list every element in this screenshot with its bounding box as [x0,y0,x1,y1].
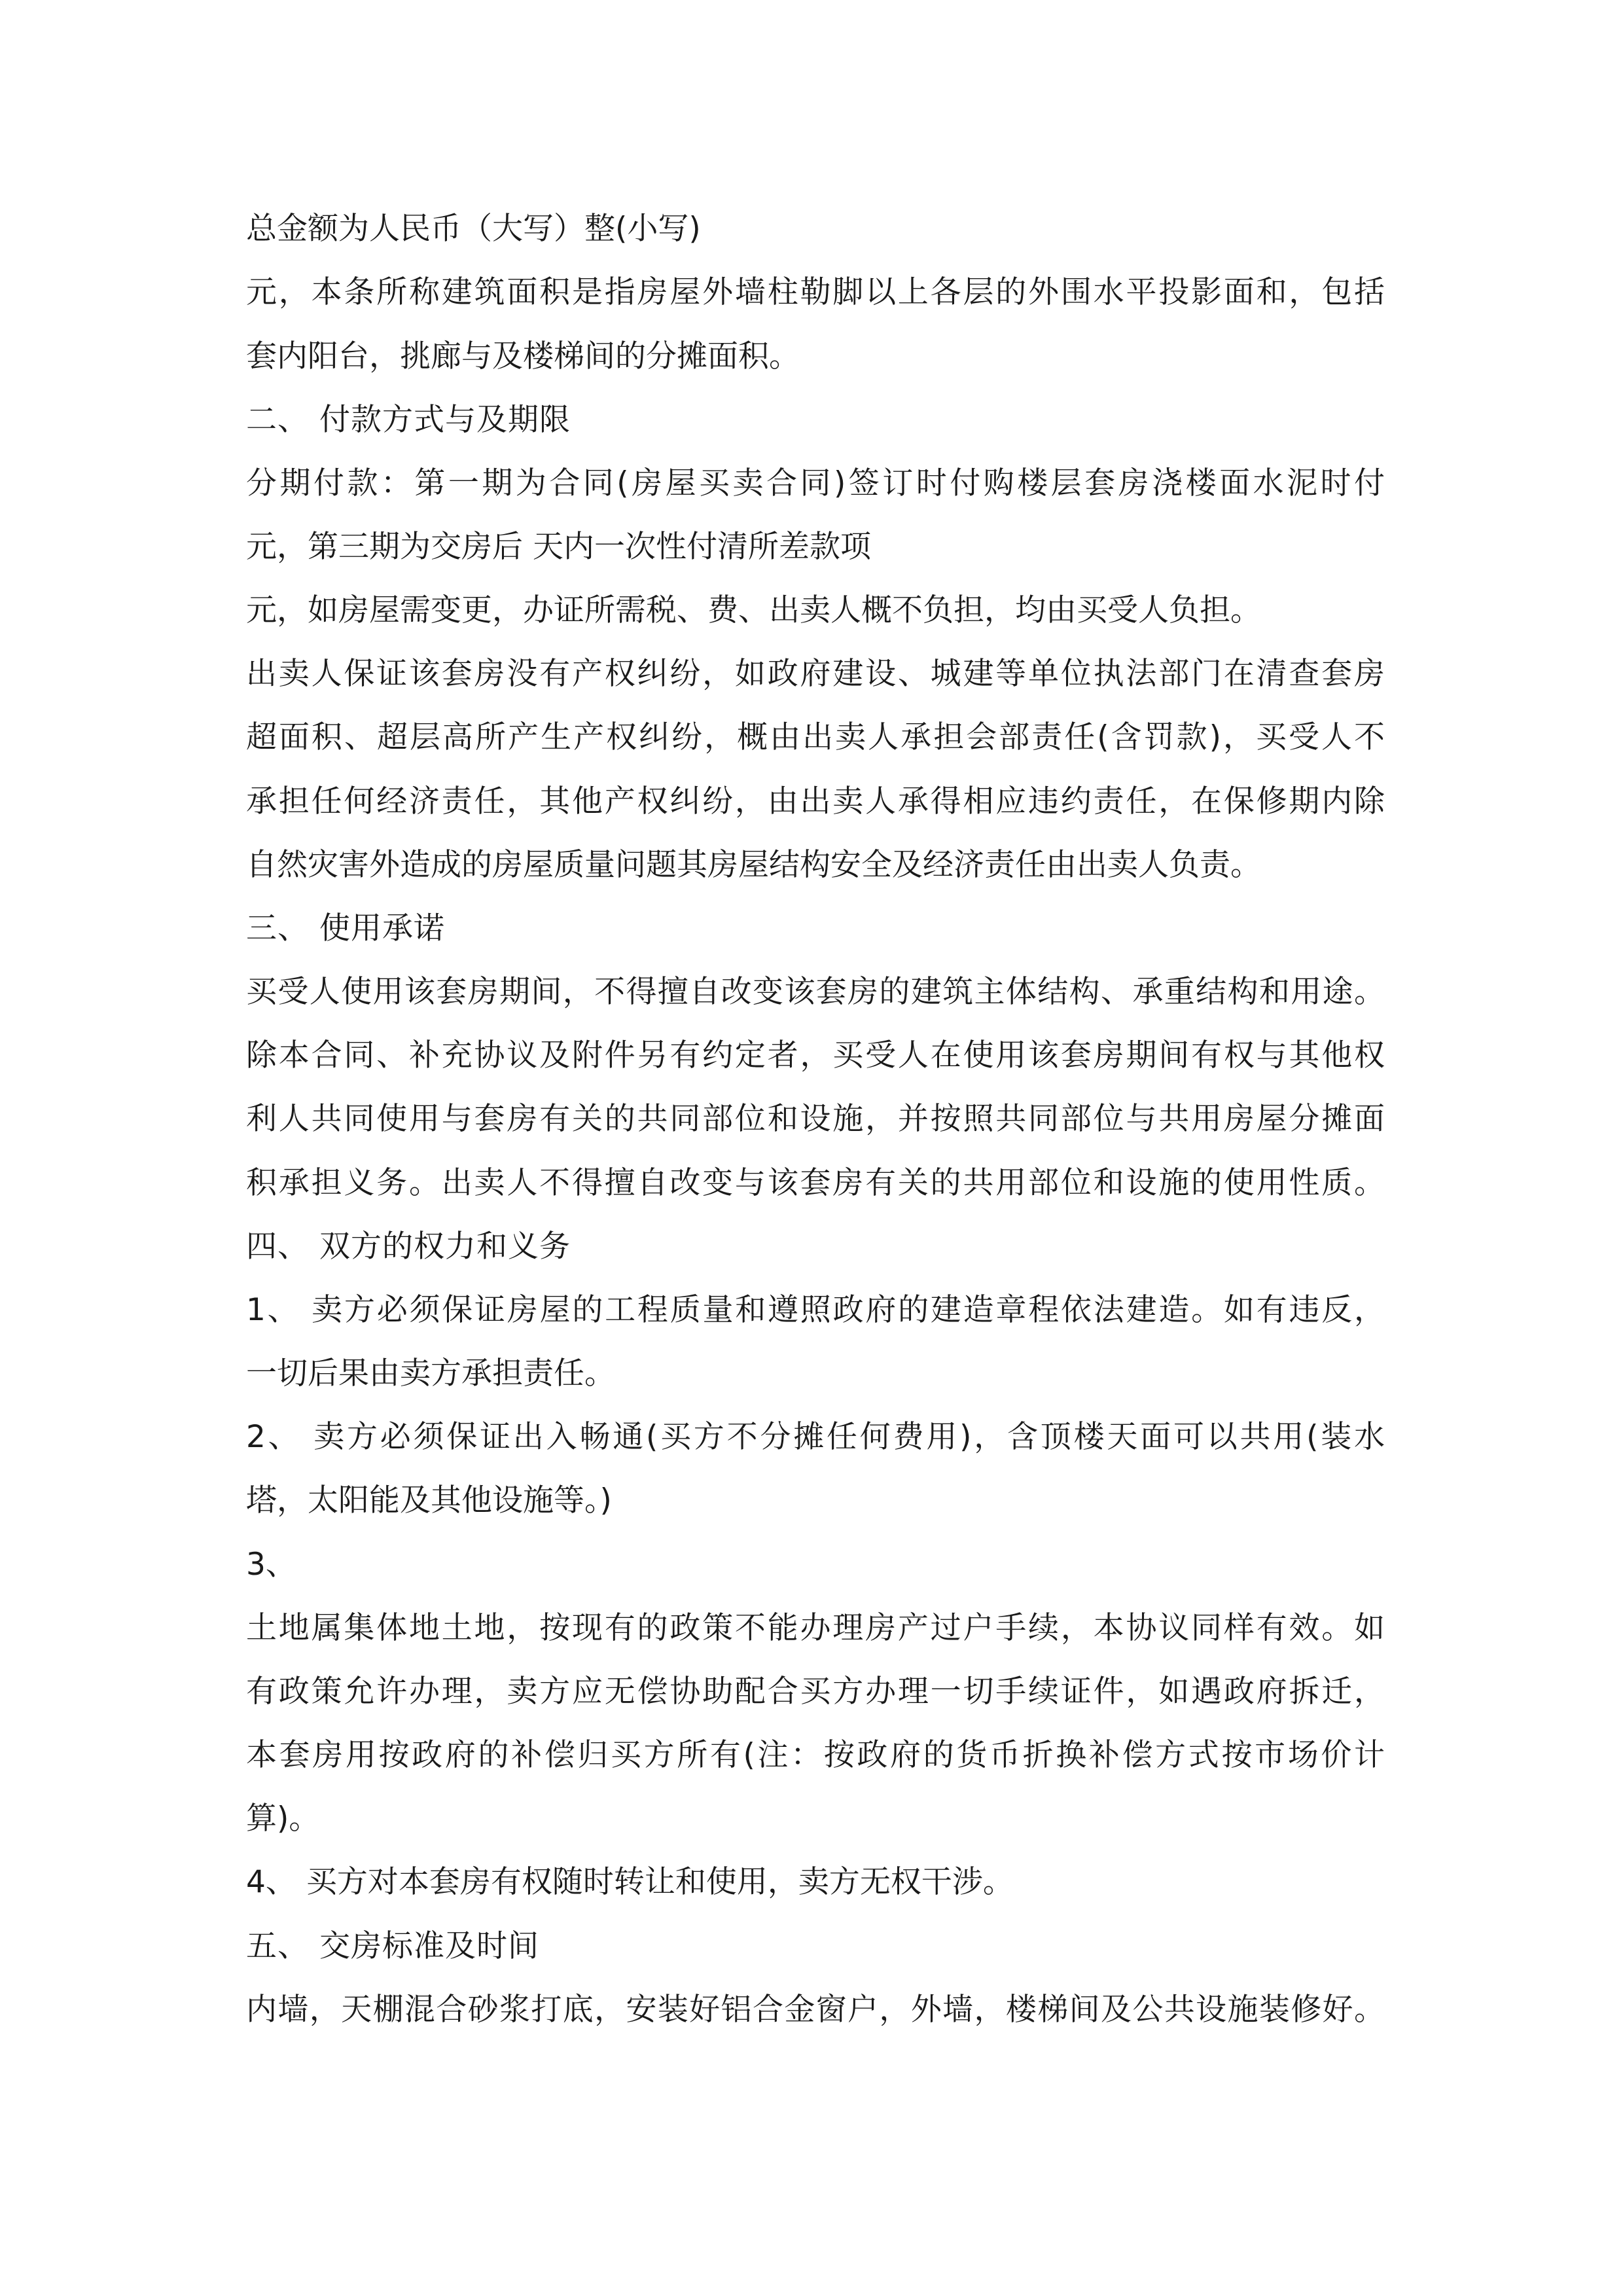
list-item-4: 4、 买方对本套房有权随时转让和使用，卖方无权干涉。 [246,1864,1014,1900]
text-line: 元，第三期为交房后 天内一次性付清所差款项 [246,529,871,565]
text-line: 总金额为人民币（大写）整(小写) [246,211,701,247]
text-line: 承担任何经济责任，其他产权纠纷，由出卖人承得相应违约责任，在保修期内除 [246,783,1385,819]
text-line: 利人共同使用与套房有关的共同部位和设施，并按照共同部位与共用房屋分摊面 [246,1101,1385,1137]
text-line: 积承担义务。出卖人不得擅自改变与该套房有关的共用部位和设施的使用性质。 [246,1165,1385,1201]
text-line: 内墙，天棚混合砂浆打底，安装好铝合金窗户，外墙，楼梯间及公共设施装修好。 [246,1992,1385,2028]
section-heading-4: 四、 双方的权力和义务 [246,1229,571,1265]
list-item-3: 3、 [246,1547,296,1583]
text-line: 元，如房屋需变更，办证所需税、费、出卖人概不负担，均由买受人负担。 [246,592,1261,628]
section-heading-5: 五、 交房标准及时间 [246,1928,539,1964]
text-line: 套内阳台，挑廊与及楼梯间的分摊面积。 [246,338,800,374]
text-line: 超面积、超层高所产生产权纠纷，概由出卖人承担会部责任(含罚款)，买受人不 [246,719,1385,755]
text-line: 分期付款：第一期为合同(房屋买卖合同)签订时付购楼层套房浇楼面水泥时付 [246,465,1385,501]
text-line: 除本合同、补充协议及附件另有约定者，买受人在使用该套房期间有权与其他权 [246,1037,1385,1073]
list-item-1: 1、 卖方必须保证房屋的工程质量和遵照政府的建造章程依法建造。如有违反， [246,1292,1385,1328]
text-line: 算)。 [246,1801,320,1837]
text-line: 自然灾害外造成的房屋质量问题其房屋结构安全及经济责任由出卖人负责。 [246,847,1261,883]
list-item-2: 2、 卖方必须保证出入畅通(买方不分摊任何费用)，含顶楼天面可以共用(装水 [246,1419,1385,1455]
text-line: 本套房用按政府的补偿归买方所有(注：按政府的货币折换补偿方式按市场价计 [246,1737,1385,1773]
text-line: 买受人使用该套房期间，不得擅自改变该套房的建筑主体结构、承重结构和用途。 [246,974,1385,1010]
section-heading-3: 三、 使用承诺 [246,910,445,946]
text-line: 出卖人保证该套房没有产权纠纷，如政府建设、城建等单位执法部门在清查套房 [246,656,1385,692]
text-line: 有政策允许办理，卖方应无偿协助配合买方办理一切手续证件，如遇政府拆迁， [246,1674,1385,1710]
text-line: 土地属集体地土地，按现有的政策不能办理房产过户手续，本协议同样有效。如 [246,1610,1385,1646]
text-line: 塔，太阳能及其他设施等。) [246,1482,612,1518]
section-heading-2: 二、 付款方式与及期限 [246,402,571,438]
text-line: 一切后果由卖方承担责任。 [246,1355,615,1391]
text-line: 元，本条所称建筑面积是指房屋外墙柱勒脚以上各层的外围水平投影面和，包括 [246,274,1385,310]
